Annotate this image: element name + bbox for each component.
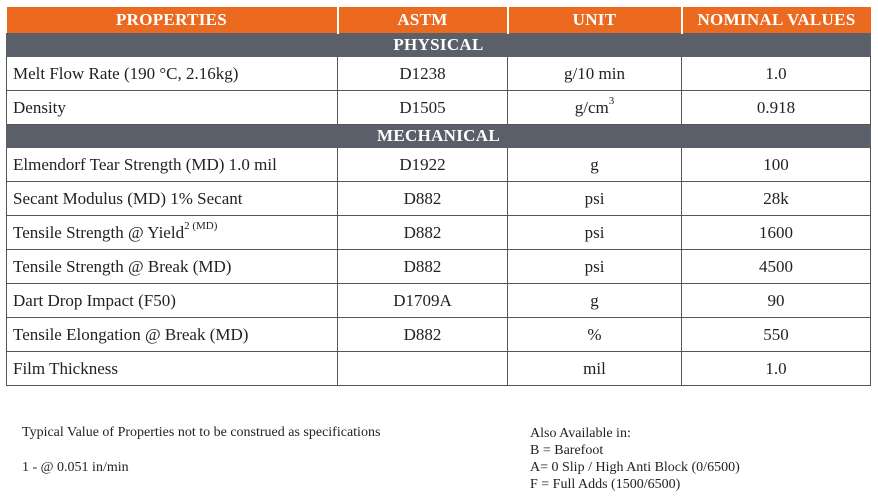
notes-left bbox=[22, 425, 380, 476]
unit-text: g/10 min bbox=[564, 63, 625, 83]
unit-cell bbox=[508, 57, 682, 91]
property-name: Melt Flow Rate (190 °C, 2.16kg) bbox=[13, 63, 239, 83]
table-row bbox=[7, 148, 871, 182]
table-row bbox=[7, 57, 871, 91]
property-cell bbox=[7, 148, 338, 182]
unit-text: % bbox=[587, 324, 602, 344]
property-cell bbox=[7, 352, 338, 386]
table-body bbox=[7, 34, 871, 386]
astm-cell: D882 bbox=[338, 250, 508, 284]
property-name: Density bbox=[13, 97, 66, 117]
property-name: Tensile Strength @ Yield bbox=[13, 222, 185, 242]
property-cell bbox=[7, 284, 338, 318]
available-barefoot: B = Barefoot bbox=[530, 443, 604, 458]
table-row bbox=[7, 216, 871, 250]
header-astm: ASTM bbox=[338, 7, 508, 34]
unit-cell bbox=[508, 216, 682, 250]
property-cell bbox=[7, 182, 338, 216]
property-name: Film Thickness bbox=[13, 358, 118, 378]
available-anti-block: A= 0 Slip / High Anti Block (0/6500) bbox=[530, 460, 740, 475]
nominal-value-cell: 1.0 bbox=[682, 57, 871, 91]
property-name: Tensile Elongation @ Break (MD) bbox=[13, 324, 249, 344]
typical-values-note: Typical Value of Properties not to be construed as specifications bbox=[22, 425, 381, 440]
property-name: Dart Drop Impact (F50) bbox=[13, 290, 176, 310]
footnote-1: 1 - @ 0.051 in/min bbox=[22, 460, 129, 475]
unit-superscript: 3 bbox=[608, 94, 615, 107]
table-row bbox=[7, 284, 871, 318]
table-row bbox=[7, 318, 871, 352]
unit-cell bbox=[508, 318, 682, 352]
property-name: Elmendorf Tear Strength (MD) 1.0 mil bbox=[13, 154, 277, 174]
header-unit: UNIT bbox=[508, 7, 682, 34]
astm-cell: D1238 bbox=[338, 57, 508, 91]
unit-cell bbox=[508, 352, 682, 386]
nominal-value-cell: 1.0 bbox=[682, 352, 871, 386]
unit-text: g/cm bbox=[574, 97, 609, 117]
table-row bbox=[7, 182, 871, 216]
available-title: Also Available in: bbox=[530, 426, 631, 441]
header-nominal-values: NOMINAL VALUES bbox=[682, 7, 871, 34]
astm-cell: D882 bbox=[338, 318, 508, 352]
property-name: Tensile Strength @ Break (MD) bbox=[13, 256, 232, 276]
availability-notes bbox=[530, 425, 740, 493]
unit-cell bbox=[508, 250, 682, 284]
nominal-value-cell: 4500 bbox=[682, 250, 871, 284]
astm-cell: D1505 bbox=[338, 91, 508, 125]
table-row bbox=[7, 250, 871, 284]
table-row bbox=[7, 352, 871, 386]
unit-cell bbox=[508, 284, 682, 318]
available-full-adds: F = Full Adds (1500/6500) bbox=[530, 477, 681, 492]
nominal-value-cell: 0.918 bbox=[682, 91, 871, 125]
unit-cell bbox=[508, 148, 682, 182]
nominal-value-cell: 28k bbox=[682, 182, 871, 216]
property-superscript: 2 bbox=[184, 219, 190, 232]
section-row bbox=[7, 34, 871, 57]
section-title: PHYSICAL bbox=[7, 34, 871, 57]
property-cell bbox=[7, 318, 338, 352]
astm-cell bbox=[338, 352, 508, 386]
astm-cell: D882 bbox=[338, 182, 508, 216]
section-title: MECHANICAL bbox=[7, 125, 871, 148]
unit-cell bbox=[508, 91, 682, 125]
properties-table bbox=[6, 7, 871, 386]
header-properties: PROPERTIES bbox=[7, 7, 338, 34]
unit-text: psi bbox=[584, 256, 605, 276]
nominal-value-cell: 550 bbox=[682, 318, 871, 352]
unit-text: psi bbox=[584, 188, 605, 208]
astm-cell: D1709A bbox=[338, 284, 508, 318]
nominal-value-cell: 100 bbox=[682, 148, 871, 182]
unit-text: mil bbox=[583, 358, 606, 378]
property-suffix: (MD) bbox=[189, 219, 218, 232]
property-name: Secant Modulus (MD) 1% Secant bbox=[13, 188, 243, 208]
astm-cell: D1922 bbox=[338, 148, 508, 182]
table-row bbox=[7, 91, 871, 125]
property-cell bbox=[7, 250, 338, 284]
unit-text: g bbox=[590, 154, 599, 174]
astm-cell: D882 bbox=[338, 216, 508, 250]
property-cell bbox=[7, 91, 338, 125]
nominal-value-cell: 90 bbox=[682, 284, 871, 318]
unit-cell bbox=[508, 182, 682, 216]
section-row bbox=[7, 125, 871, 148]
unit-text: psi bbox=[584, 222, 605, 242]
unit-text: g bbox=[590, 290, 599, 310]
header-row bbox=[7, 7, 871, 34]
property-cell bbox=[7, 57, 338, 91]
property-cell bbox=[7, 216, 338, 250]
nominal-value-cell: 1600 bbox=[682, 216, 871, 250]
